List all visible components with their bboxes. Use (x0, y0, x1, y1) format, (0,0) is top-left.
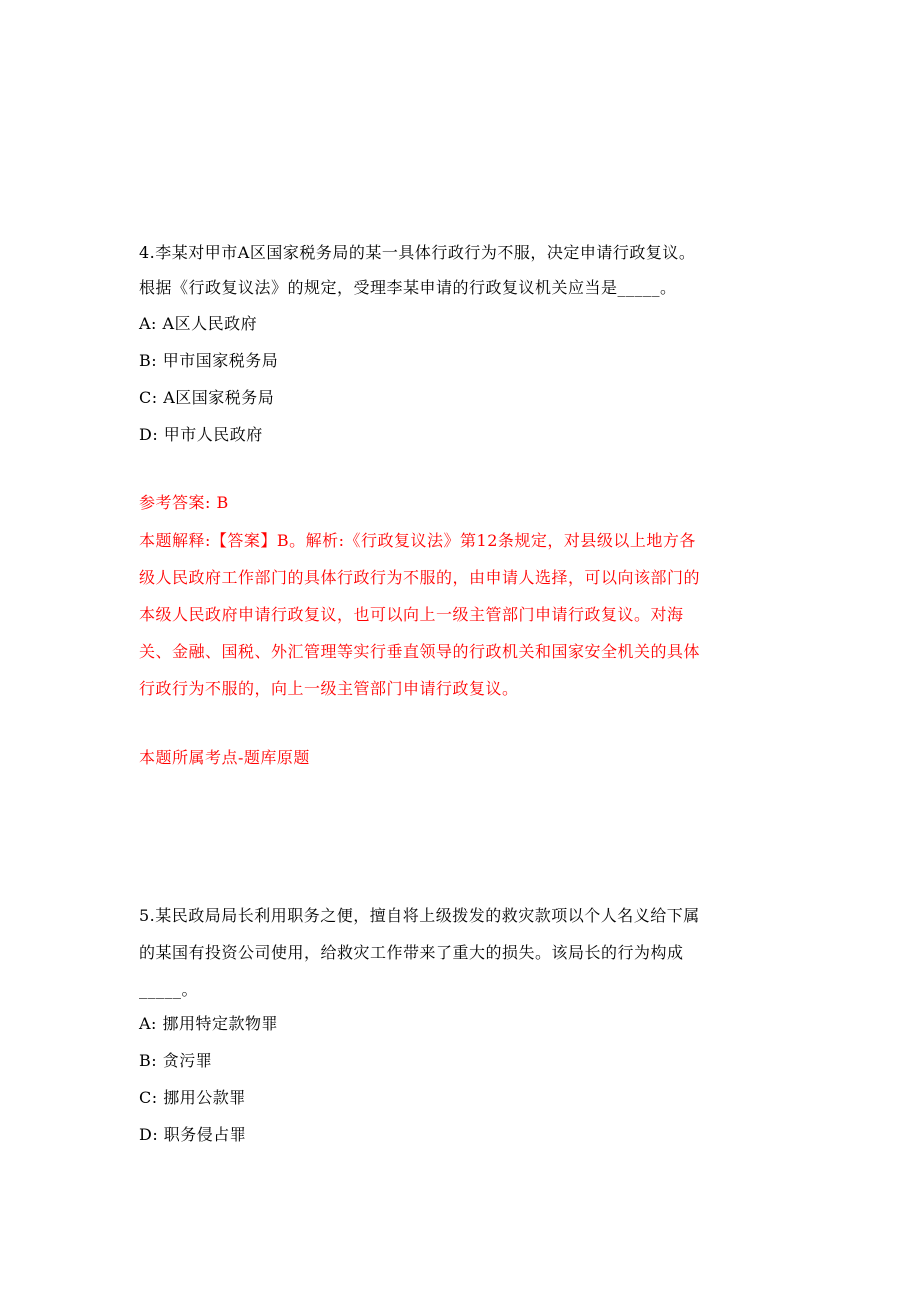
question-5-option-c: C: 挪用公款罪 (139, 1088, 246, 1107)
explanation-line-4: 关、金融、国税、外汇管理等实行垂直领导的行政机关和国家安全机关的具体 (139, 642, 701, 661)
topic-label: 本题所属考点-题库原题 (139, 748, 310, 767)
question-5-stem-line-2: 的某国有投资公司使用，给救灾工作带来了重大的损失。该局长的行为构成 (139, 943, 684, 962)
explanation-line-5: 行政行为不服的，向上一级主管部门申请行政复议。 (139, 679, 519, 698)
question-5-stem-line-3: _____。 (139, 980, 199, 999)
question-4-topic (139, 740, 789, 775)
question-5-option-b: B: 贪污罪 (139, 1051, 213, 1070)
question-4-stem-line-2: 根据《行政复议法》的规定，受理李某申请的行政复议机关应当是_____。 (139, 278, 677, 297)
question-4-option-c: C: A区国家税务局 (139, 388, 275, 407)
question-4-option-d: D: 甲市人民政府 (139, 425, 263, 444)
question-4-option-b: B: 甲市国家税务局 (139, 351, 279, 370)
question-4-options (139, 305, 789, 453)
question-5-option-a: A: 挪用特定款物罪 (139, 1014, 279, 1033)
question-4-stem-line-1: 4.李某对甲市A区国家税务局的某一具体行政行为不服，决定申请行政复议。 (139, 243, 696, 262)
question-5-stem-line-1: 5.某民政局局长利用职务之便，擅自将上级拨发的救灾款项以个人名义给下属 (139, 906, 700, 925)
explanation-line-1: 本题解释:【答案】B。解析:《行政复议法》第12条规定，对县级以上地方各 (139, 531, 696, 550)
explanation-line-2: 级人民政府工作部门的具体行政行为不服的，由申请人选择，可以向该部门的 (139, 568, 701, 587)
question-5-option-d: D: 职务侵占罪 (139, 1125, 247, 1144)
question-4-explanation (139, 522, 789, 707)
question-4-answer: 参考答案: B (139, 493, 229, 512)
question-4 (139, 235, 789, 305)
question-5 (139, 897, 789, 1008)
explanation-line-3: 本级人民政府申请行政复议，也可以向上一级主管部门申请行政复议。对海 (139, 605, 684, 624)
question-4-answer-section (139, 485, 789, 520)
question-4-option-a: A: A区人民政府 (139, 314, 258, 333)
question-5-options (139, 1005, 789, 1153)
